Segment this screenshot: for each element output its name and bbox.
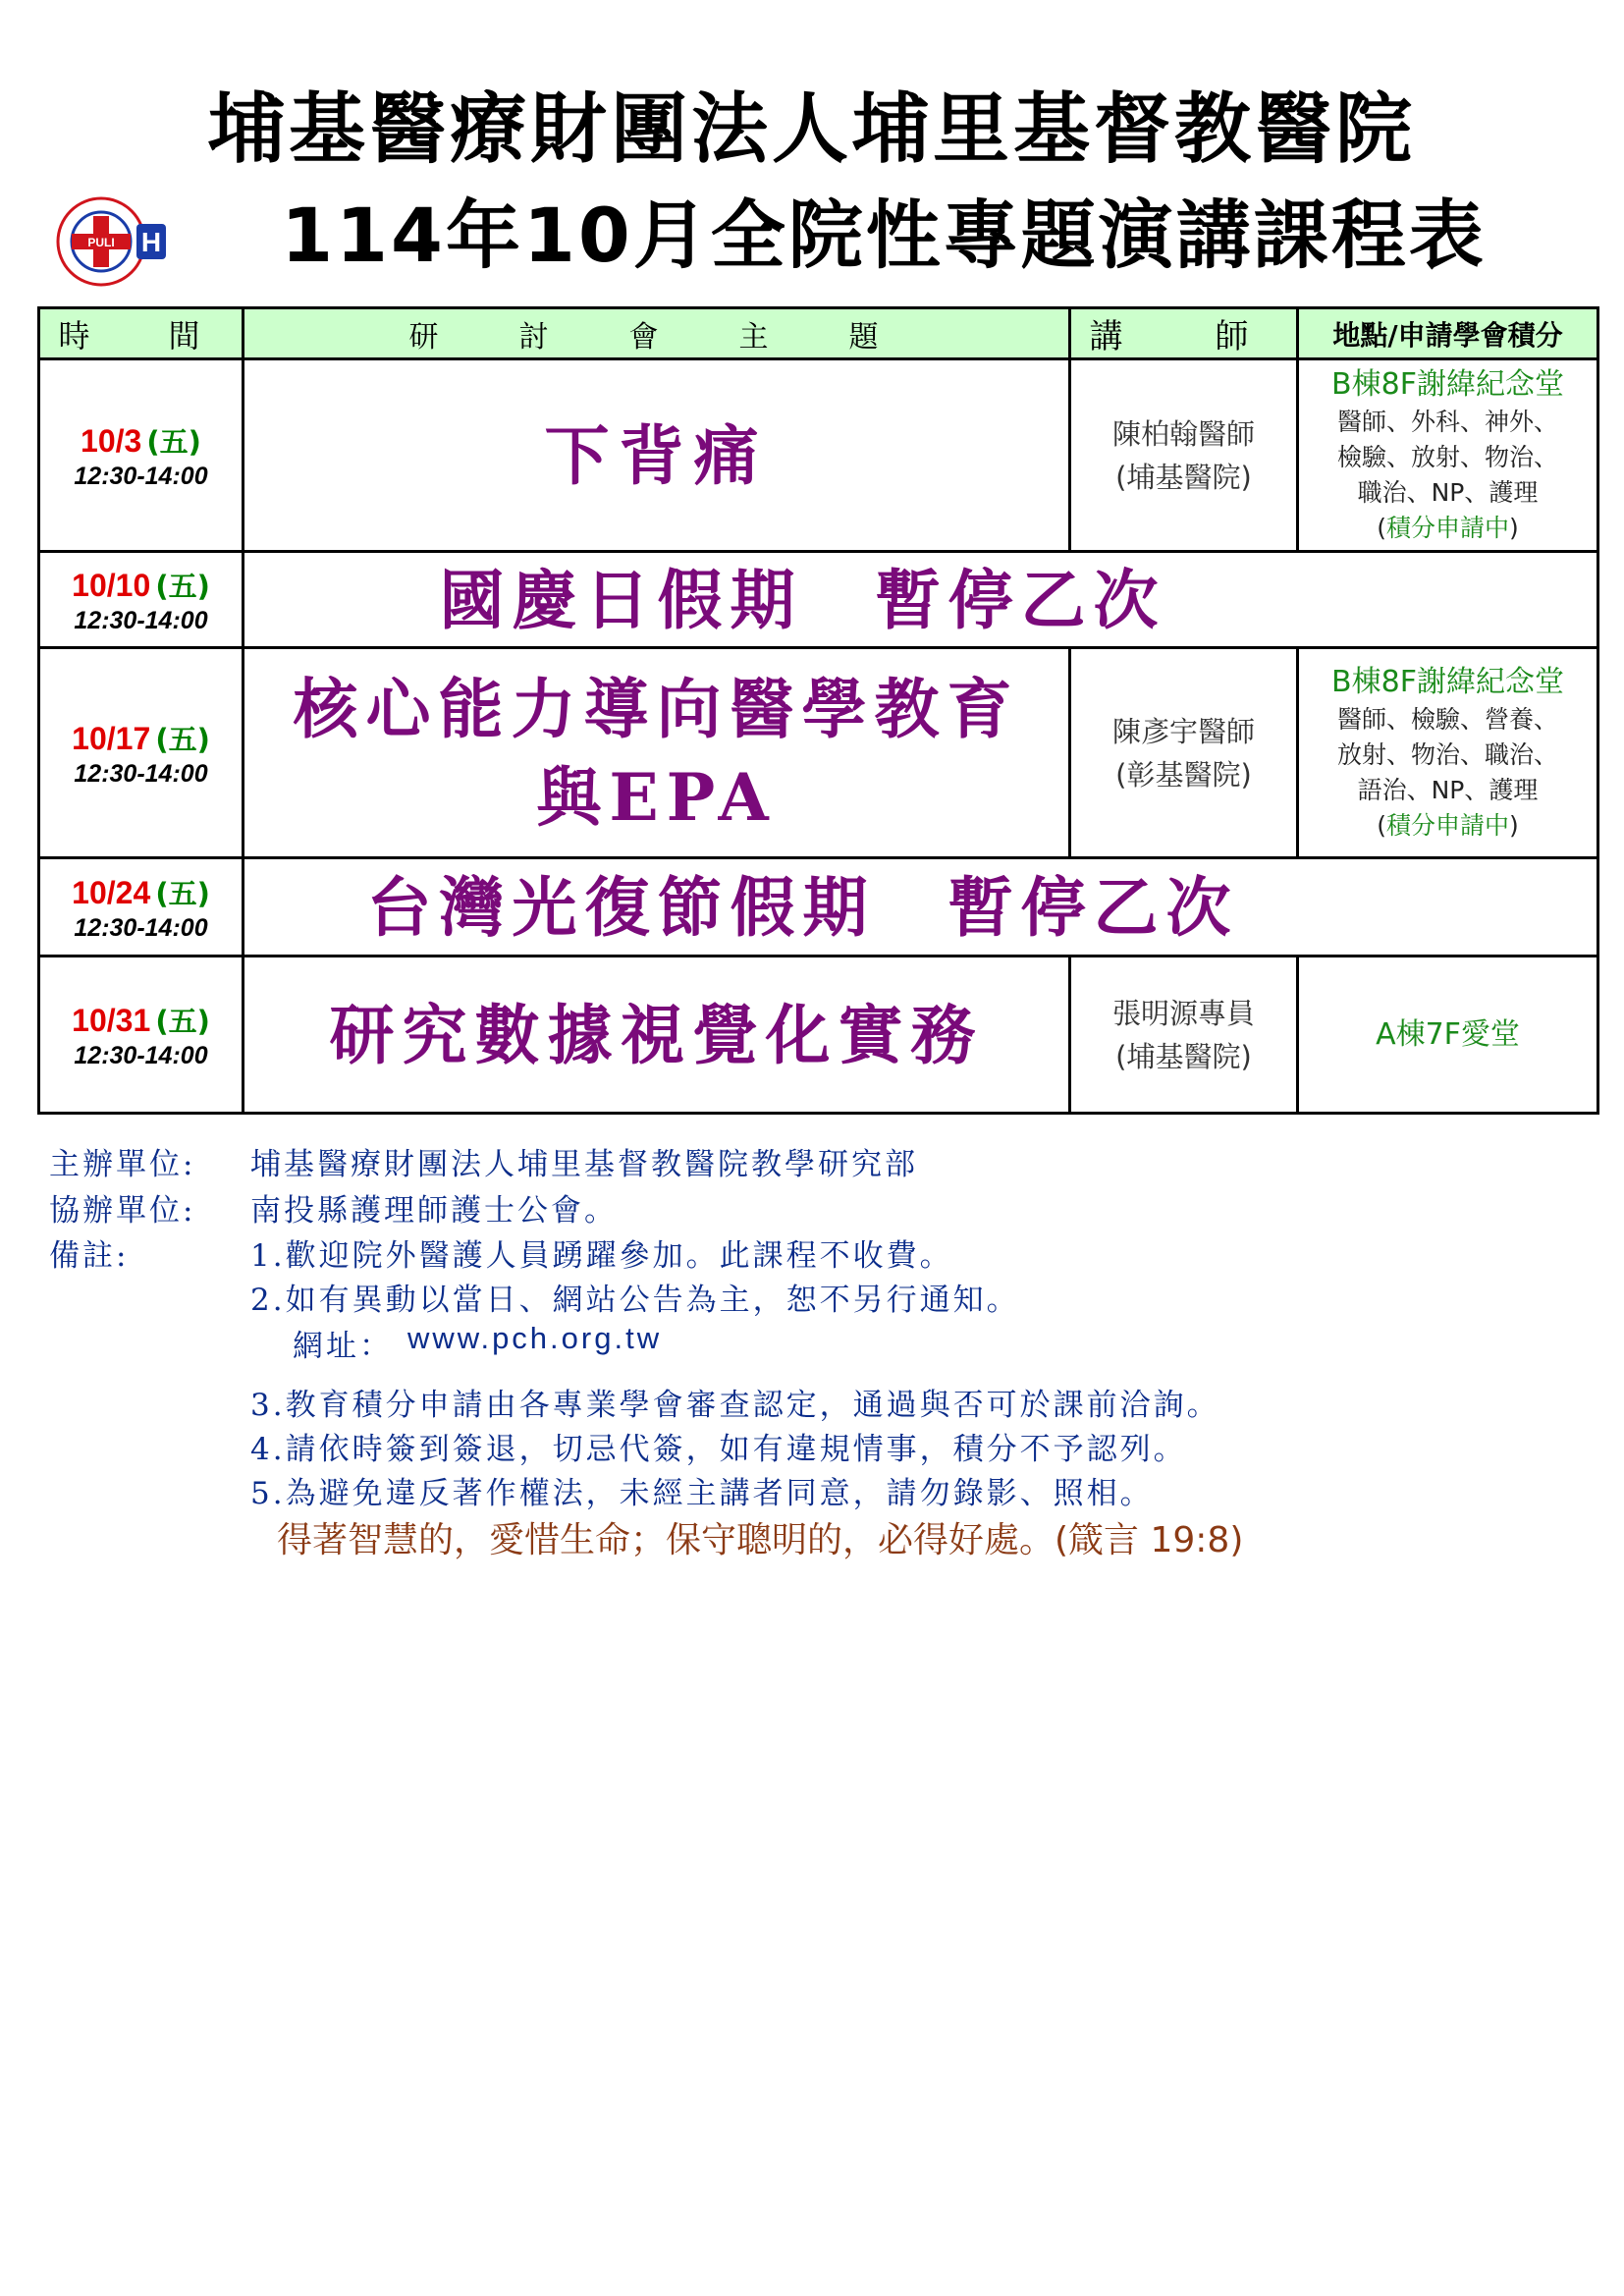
host-label: 主辦單位: [49, 1147, 196, 1182]
header-topic: 研 討 會 主 題 [244, 308, 1070, 359]
table-row [39, 359, 1598, 552]
remark-item: 4.請依時簽到簽退，切忌代簽，如有違規情事，積分不予認列。 [250, 1432, 1187, 1467]
session-date: 10/31 [72, 1002, 151, 1038]
remark-item: 3.教育積分申請由各專業學會審查認定，通過與否可於課前洽詢。 [250, 1388, 1220, 1423]
holiday-notice: 國慶日假期 暫停乙次 [244, 552, 1598, 648]
session-weekday: (五) [146, 424, 201, 459]
table-row [39, 957, 1598, 1114]
session-hours: 12:30-14:00 [74, 913, 208, 942]
header-location: 地點/申請學會積分 [1298, 308, 1598, 359]
speaker-org: (彰基醫院) [1115, 757, 1252, 792]
session-topic: 核心能力導向醫學教育 與EPA [244, 648, 1070, 858]
table-row [39, 552, 1598, 648]
cohost-label: 協辦單位: [49, 1193, 196, 1229]
header-speaker: 講 師 [1070, 308, 1298, 359]
session-date: 10/3 [81, 422, 142, 459]
credit-societies-line: 語治、NP、護理 [1357, 775, 1539, 804]
time-cell [39, 552, 244, 648]
session-topic: 下背痛 [244, 359, 1070, 552]
hospital-logo [54, 194, 172, 288]
credit-societies-line: 醫師、檢驗、營養、 [1336, 704, 1558, 734]
location-cell [1298, 359, 1598, 552]
session-hours: 12:30-14:00 [74, 759, 208, 788]
lecture-schedule-table [37, 306, 1599, 1115]
time-cell [39, 858, 244, 957]
time-cell [39, 957, 244, 1114]
table-row [39, 858, 1598, 957]
session-date: 10/24 [72, 874, 151, 910]
session-hours: 12:30-14:00 [74, 462, 208, 490]
speaker-org: (埔基醫院) [1115, 1039, 1252, 1073]
session-weekday: (五) [155, 876, 210, 910]
session-place: B棟8F謝緯紀念堂 [1331, 366, 1564, 402]
schedule-title: 114年10月全院性專題演講課程表 [281, 191, 1487, 279]
session-weekday: (五) [155, 569, 210, 603]
session-place: A棟7F愛堂 [1376, 1016, 1520, 1052]
session-date: 10/17 [72, 720, 151, 756]
speaker-cell [1070, 648, 1298, 858]
remark-item: 1.歡迎院外醫護人員踴躍參加。此課程不收費。 [250, 1238, 953, 1274]
header-time: 時 間 [39, 308, 244, 359]
credit-societies-line: 醫師、外科、神外、 [1336, 407, 1558, 436]
time-cell [39, 359, 244, 552]
session-date: 10/10 [72, 567, 151, 603]
cohost-value: 南投縣護理師護士公會。 [250, 1193, 618, 1229]
location-cell [1298, 648, 1598, 858]
table-row [39, 648, 1598, 858]
credit-status: (積分申請中) [1377, 513, 1519, 542]
session-hours: 12:30-14:00 [74, 1041, 208, 1069]
location-cell [1298, 957, 1598, 1114]
speaker-name: 陳彥宇醫師 [1111, 714, 1255, 748]
proverb-quote: 得著智慧的，愛惜生命；保守聰明的，必得好處。(箴言 19:8) [277, 1520, 1244, 1560]
logo-puli-text: PULI [87, 236, 115, 249]
remark-item: 5.為避免違反著作權法，未經主講者同意，請勿錄影、照相。 [250, 1476, 1154, 1511]
speaker-name: 張明源專員 [1111, 996, 1255, 1030]
session-weekday: (五) [155, 1004, 210, 1038]
speaker-cell [1070, 957, 1298, 1114]
session-topic: 研究數據視覺化實務 [244, 957, 1070, 1114]
table-header-row [39, 308, 1598, 359]
website-label: 網址： [293, 1329, 393, 1364]
credit-societies-line: 檢驗、放射、物治、 [1336, 442, 1558, 471]
speaker-name: 陳柏翰醫師 [1111, 416, 1255, 451]
session-weekday: (五) [155, 722, 210, 756]
host-value: 埔基醫療財團法人埔里基督教醫院教學研究部 [250, 1147, 918, 1182]
credit-status: (積分申請中) [1377, 810, 1519, 840]
website-link[interactable]: www.pch.org.tw [407, 1321, 663, 1355]
session-place: B棟8F謝緯紀念堂 [1331, 664, 1564, 699]
time-cell [39, 648, 244, 858]
remarks-label: 備註: [49, 1238, 130, 1274]
speaker-cell [1070, 359, 1298, 552]
remark-item: 2.如有異動以當日、網站公告為主，恕不另行通知。 [250, 1283, 1020, 1318]
holiday-notice: 台灣光復節假期 暫停乙次 [244, 858, 1598, 957]
credit-societies-line: 職治、NP、護理 [1357, 477, 1539, 507]
credit-societies-line: 放射、物治、職治、 [1336, 739, 1558, 769]
hospital-name-title: 埔基醫療財團法人埔里基督教醫院 [207, 85, 1416, 174]
speaker-org: (埔基醫院) [1115, 460, 1252, 494]
session-hours: 12:30-14:00 [74, 606, 208, 634]
svg-text:H: H [140, 227, 162, 257]
